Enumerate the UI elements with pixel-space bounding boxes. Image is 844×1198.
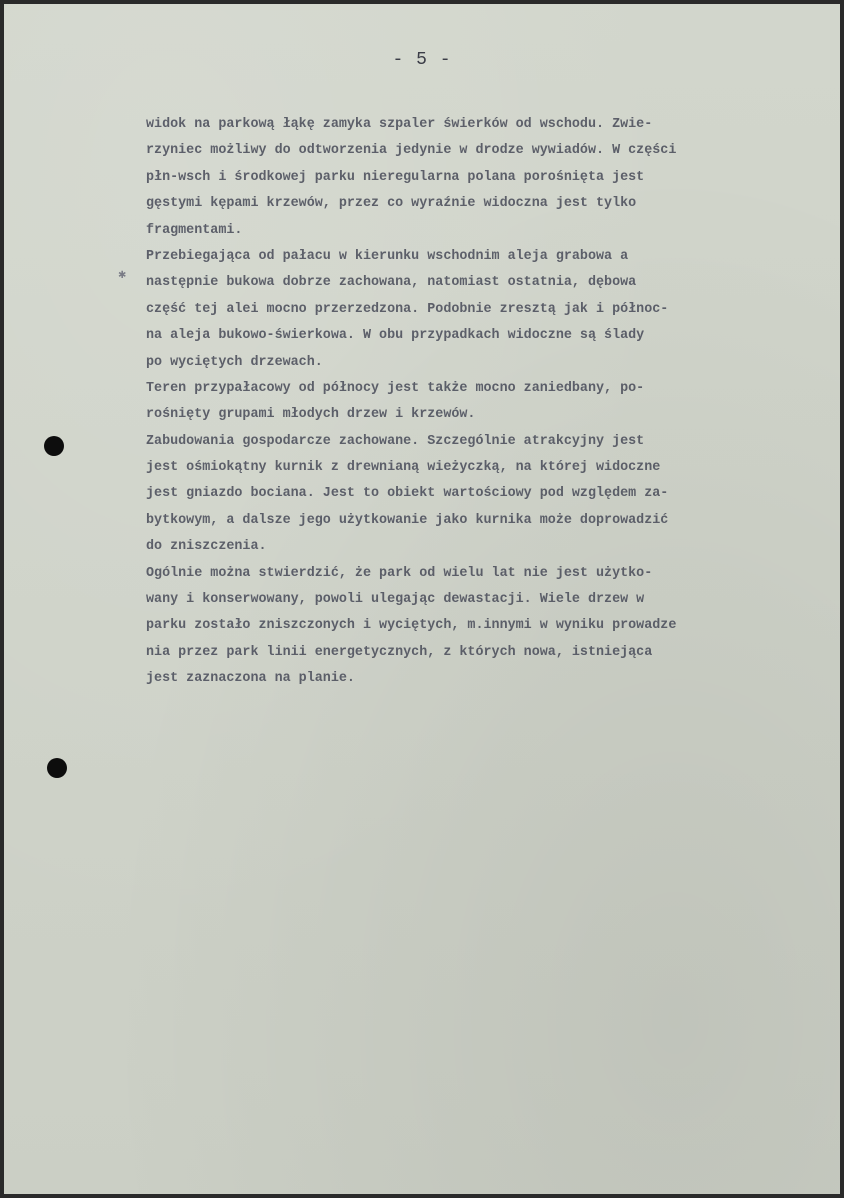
text-line: parku zostało zniszczonych i wyciętych, m.innymi w wyniku prowadze [146, 618, 677, 634]
text-line: Przebiegająca od pałacu w kierunku wschodnim aleja grabowa a [146, 248, 629, 264]
text-line: rzyniec możliwy do odtworzenia jedynie w drodze wywiadów. W części [146, 143, 677, 159]
text-line: płn-wsch i środkowej parku nieregularna polana porośnięta jest [146, 169, 645, 185]
text-line: Teren przypałacowy od północy jest także mocno zaniedbany, po- [146, 380, 645, 396]
text-line: gęstymi kępami krzewów, przez co wyraźnie widoczna jest tylko [146, 196, 637, 212]
text-line: widok na parkową łąkę zamyka szpaler świerków od wschodu. Zwie- [146, 117, 653, 132]
punch-hole [44, 436, 64, 456]
text-line: do zniszczenia. [146, 539, 267, 555]
text-line: jest gniazdo bociana. Jest to obiekt wartościowy pod względem za- [146, 486, 669, 502]
text-line: Zabudowania gospodarcze zachowane. Szczególnie atrakcyjny jest [146, 433, 645, 449]
text-line: na aleja bukowo-świerkowa. W obu przypadkach widoczne są ślady [146, 328, 645, 344]
typed-body-text [146, 112, 838, 693]
ink-mark: ✱ [118, 270, 127, 281]
text-line: nia przez park linii energetycznych, z których nowa, istniejąca [146, 644, 653, 660]
text-line: fragmentami. [146, 222, 243, 238]
text-line: następnie bukowa dobrze zachowana, natomiast ostatnia, dębowa [146, 275, 637, 291]
text-line: rośnięty grupami młodych drzew i krzewów. [146, 407, 476, 423]
text-line: jest ośmiokątny kurnik z drewnianą wieżyczką, na której widoczne [146, 460, 661, 476]
text-line: jest zaznaczona na planie. [146, 671, 355, 687]
punch-hole [47, 758, 67, 778]
text-line: część tej alei mocno przerzedzona. Podobnie zresztą jak i północ- [146, 301, 669, 317]
text-line: bytkowym, a dalsze jego użytkowanie jako kurnika może doprowadzić [146, 512, 669, 528]
text-line: wany i konserwowany, powoli ulegając dewastacji. Wiele drzew w [146, 592, 645, 608]
text-line: po wyciętych drzewach. [146, 354, 323, 370]
text-line: Ogólnie można stwierdzić, że park od wielu lat nie jest użytko- [146, 565, 653, 581]
page-number: - 5 - [392, 50, 452, 70]
